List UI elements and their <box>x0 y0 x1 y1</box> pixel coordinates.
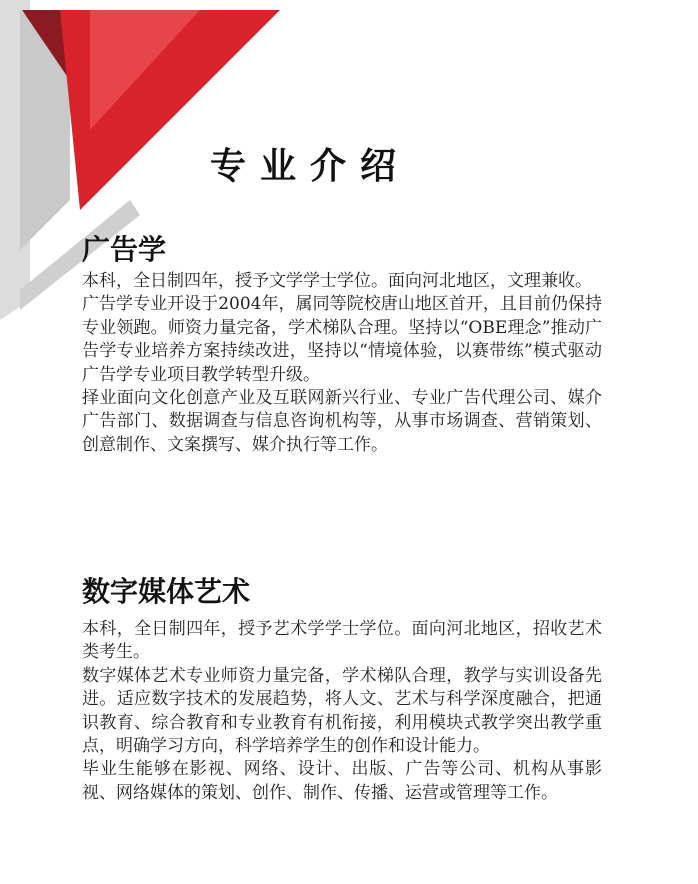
digital-media-paragraph-2: 数字媒体艺术专业师资力量完备，学术梯队合理，教学与实训设备先进。适应数字技术的发展趋势，将人文、艺术与科学深度融合，把通识教育、综合教育和专业教育有机衔接，利用模块式教学突出教学重点，明确学习方向，科学培养学生的创作和设计能力。 <box>82 665 602 757</box>
digital-media-paragraph-3: 毕业生能够在影视、网络、设计、出版、广告等公司、机构从事影视、网络媒体的策划、创作、制作、传播、运营或管理等工作。 <box>82 759 602 803</box>
digital-media-paragraph-1: 本科，全日制四年，授予艺术学学士学位。面向河北地区，招收艺术类考生。 <box>82 619 602 663</box>
advertising-paragraph-2: 广告学专业开设于2004年，属同等院校唐山地区首开，且目前仍保持专业领跑。师资力量完备，学术梯队合理。坚持以“OBE理念”推动广告学专业培养方案持续改进，坚持以“情境体验，以赛带练”模式驱动广告学专业项目教学转型升级。 <box>82 294 602 385</box>
section-title-advertising: 广告学 <box>82 233 167 266</box>
page-title: 专业介绍 <box>210 146 411 187</box>
section-digital-media-art <box>82 574 602 805</box>
section-title-digital-media-art: 数字媒体艺术 <box>82 575 251 608</box>
advertising-paragraph-3: 择业面向文化创意产业及互联网新兴行业、专业广告代理公司、媒介广告部门、数据调查与信息咨询机构等，从事市场调查、营销策划、创意制作、文案撰写、媒介执行等工作。 <box>82 388 602 455</box>
advertising-paragraph-1: 本科，全日制四年，授予文学学士学位。面向河北地区，文理兼收。 <box>82 271 592 291</box>
section-advertising <box>82 232 602 457</box>
